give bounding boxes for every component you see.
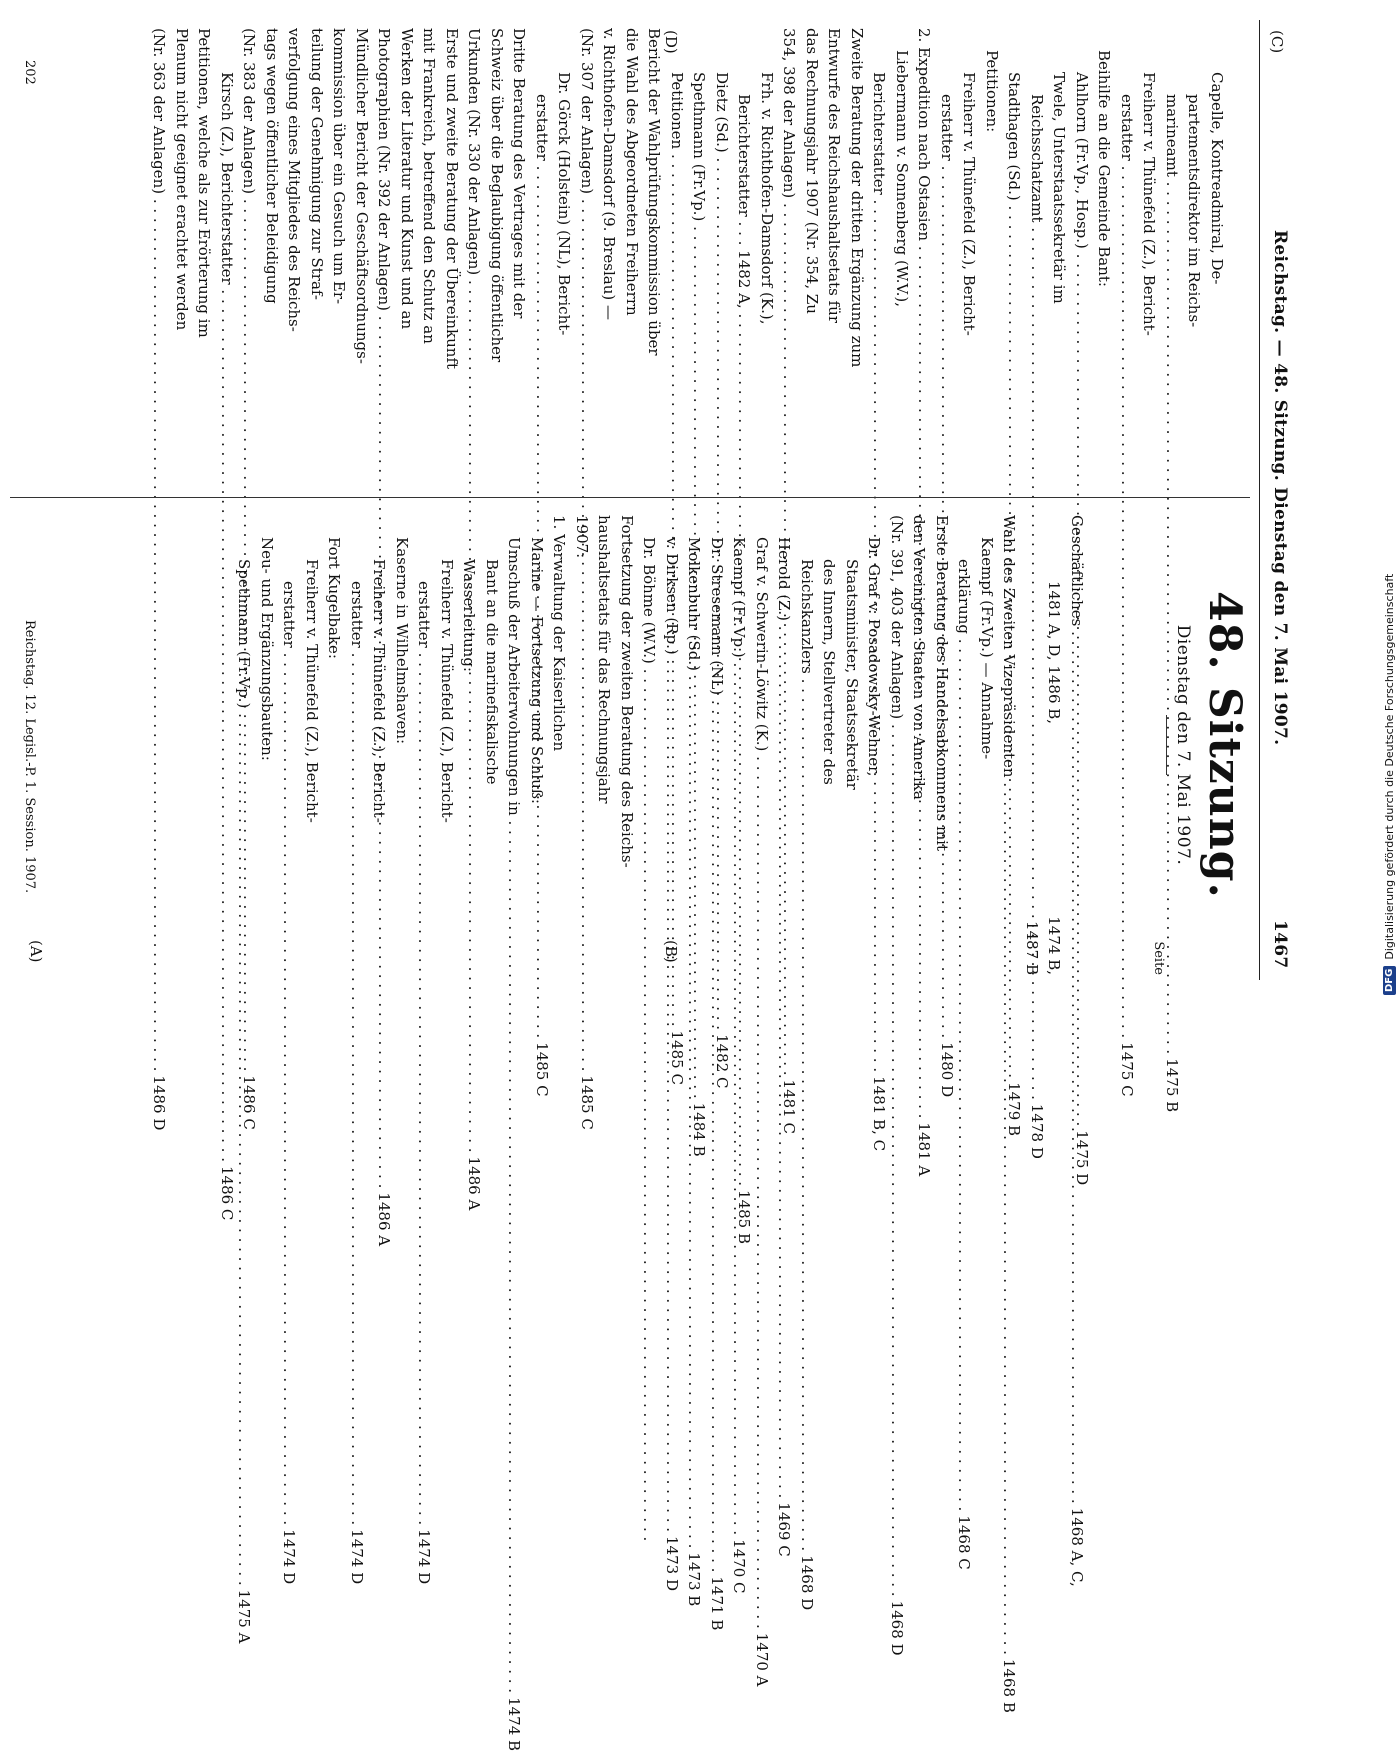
toc-entry-page: 1475 D bbox=[1073, 1130, 1091, 1186]
toc-entry bbox=[1021, 515, 1044, 975]
toc-entry bbox=[891, 28, 914, 480]
toc-entry-text: 1907: bbox=[573, 515, 591, 559]
margin-mark-a: (A) bbox=[27, 940, 45, 963]
toc-entry-text: Freiherr v. Thünefeld (Z.), Bericht- bbox=[960, 72, 979, 336]
toc-entry bbox=[503, 515, 526, 1751]
footer-legis: Reichstag. 12. Legisl.-P. 1. Session. 1907. bbox=[22, 620, 37, 894]
toc-entry-text: haushaltsetats für das Rechnungsjahr bbox=[595, 515, 614, 804]
toc-entry-text: Beihilfe an die Gemeinde Bant: bbox=[1095, 50, 1114, 287]
toc-entry bbox=[301, 515, 324, 975]
toc-entry bbox=[351, 28, 374, 480]
toc-entry bbox=[1183, 28, 1206, 480]
toc-entry-text: 1. Verwaltung der Kaiserlichen bbox=[550, 515, 569, 752]
toc-entry bbox=[346, 515, 369, 1585]
toc-entry bbox=[643, 28, 666, 480]
toc-entry-text: erstatter . . . bbox=[936, 94, 959, 1038]
toc-entry-text: Erste und zweite Beratung der Übereinkunft bbox=[443, 28, 461, 370]
toc-entry bbox=[328, 28, 351, 480]
toc-entry-text: teilung der Genehmigung zur Straf- bbox=[308, 28, 326, 300]
toc-entry-page: 1469 C bbox=[775, 1502, 794, 1557]
toc-entry-text: Kaempf (Fr.Vp.) . . . bbox=[728, 537, 751, 1535]
toc-entry bbox=[886, 515, 909, 1656]
toc-entry bbox=[981, 28, 1004, 480]
toc-entry bbox=[908, 515, 931, 975]
toc-entry bbox=[801, 28, 824, 480]
toc-entry-text: Dr. Böhme (W.V.) . . . bbox=[638, 537, 661, 1541]
toc-entry-text: Dritte Beratung des Vertrages mit der bbox=[510, 28, 529, 319]
toc-entry-text: (Nr. 307 der Anlagen) . . . bbox=[576, 28, 599, 1071]
toc-entry bbox=[756, 28, 779, 480]
toc-entry bbox=[368, 515, 391, 975]
toc-entry-text: Spethmann (Fr.Vp.) . . . bbox=[688, 72, 711, 1099]
toc-entry-page: 1474 D bbox=[415, 1529, 434, 1585]
toc-entry bbox=[283, 28, 306, 480]
toc-entry-page: 1486 A bbox=[465, 1156, 484, 1211]
toc-entry bbox=[958, 28, 981, 480]
toc-entry-text: kommission über ein Gesuch um Er- bbox=[330, 28, 349, 305]
session-title: 48. Sitzung. bbox=[1199, 591, 1250, 899]
toc-entry-text: Bericht der Wahlprüfungskommission über bbox=[645, 28, 664, 356]
toc-entry bbox=[638, 515, 661, 975]
toc-entry-text: partementsdirektor im Reichs- bbox=[1185, 94, 1204, 328]
toc-entry-text: tags wegen öffentlicher Beleidigung bbox=[263, 28, 281, 304]
toc-entry-text: erstatter . . . bbox=[531, 94, 554, 1038]
credit-text: Digitalisierung gefördert durch die Deutsche Forschungsgemeinschaft bbox=[1382, 573, 1396, 960]
toc-entry bbox=[391, 515, 414, 975]
toc-entry bbox=[486, 28, 509, 480]
toc-entry-page: 1478 D bbox=[1028, 1103, 1046, 1159]
toc-entry-page: 1484 B bbox=[690, 1102, 709, 1157]
toc-entry bbox=[526, 515, 549, 975]
toc-entry bbox=[216, 28, 239, 1221]
toc-entry bbox=[458, 515, 481, 975]
toc-entry-text: marineamt . . . bbox=[1161, 94, 1184, 1054]
toc-entry-page: 1473 D bbox=[663, 1536, 681, 1591]
toc-entry bbox=[593, 515, 616, 975]
toc-entry-text: (Nr. 383 der Anlagen) . . . bbox=[238, 28, 261, 1071]
page-number: 1467 bbox=[1270, 920, 1290, 969]
toc-entry-text: erstatter . . . bbox=[1116, 94, 1139, 1038]
toc-entry bbox=[823, 28, 846, 480]
toc-entry-text: Dietz (Sd.) . . . bbox=[711, 72, 734, 1030]
toc-entry-text: Capelle, Kontreadmiral, De- bbox=[1208, 72, 1226, 285]
toc-entry-text: Umschuß der Arbeiterwohnungen in . . . bbox=[503, 537, 526, 1693]
toc-entry-text: Plenum nicht geeignet erachtet werden bbox=[173, 28, 191, 331]
toc-entry-text: Bant an die marinefiskalische bbox=[483, 559, 501, 785]
toc-entry-page: 1474 D bbox=[348, 1529, 366, 1585]
toc-entry-page: 1482 C bbox=[713, 1034, 731, 1089]
toc-entry-page: 1475 A bbox=[235, 1589, 254, 1644]
toc-entry-page: 1485 C bbox=[533, 1042, 551, 1097]
seite-label: Seite bbox=[1151, 941, 1166, 975]
toc-entry-text: Marine — Fortsetzung und Schluß: bbox=[528, 537, 546, 804]
toc-entry bbox=[931, 515, 954, 975]
toc-entry bbox=[548, 515, 571, 975]
toc-entry bbox=[1093, 28, 1116, 480]
toc-entry-text: Berichterstatter . . . bbox=[868, 72, 891, 1072]
toc-entry bbox=[796, 515, 819, 1611]
toc-entry-text: Neu- und Ergänzungsbauten: bbox=[258, 537, 276, 761]
toc-entry-text: erstatter . . . bbox=[346, 581, 369, 1525]
toc-entry-page: 1486 C bbox=[218, 1165, 236, 1221]
toc-entry bbox=[441, 28, 464, 480]
toc-entry-text: verfolgung eines Mitgliedes des Reichs- bbox=[285, 28, 304, 332]
toc-entry-text: Dr. Görck (Holstein) (NL), Bericht- bbox=[555, 72, 574, 336]
toc-entry-text: Stadthagen (Sd.) . . . bbox=[1003, 72, 1026, 1078]
toc-entry-text: Freiherr v. Thünefeld (Z.), Bericht- bbox=[438, 559, 456, 823]
toc-entry bbox=[841, 515, 864, 975]
toc-entry bbox=[571, 515, 594, 975]
toc-entry-page: 1468 B bbox=[1000, 1658, 1019, 1713]
toc-entry-page: 1468 A, C, bbox=[1068, 1507, 1086, 1587]
toc-entry bbox=[818, 515, 841, 975]
toc-entry-page: 1485 C bbox=[578, 1075, 596, 1130]
dfg-logo: DFG bbox=[1383, 966, 1396, 995]
toc-entry-text: Schweiz über die Beglaubigung öffentlicher bbox=[488, 28, 506, 363]
toc-entry bbox=[846, 28, 869, 480]
toc-entry-text: Kaempf (Fr.Vp.) — Annahme- bbox=[978, 537, 996, 760]
toc-entry-text: Reichskanzlers . . . bbox=[796, 559, 819, 1551]
toc-entry-text: Liebermann v. Sonnenberg (W.V.), bbox=[893, 50, 911, 307]
session-heading bbox=[1151, 515, 1250, 975]
toc-entry bbox=[323, 515, 346, 975]
column-divider bbox=[10, 497, 1250, 498]
toc-entry-text: (Nr. 363 der Anlagen) . . . bbox=[148, 28, 171, 1071]
toc-entry bbox=[751, 515, 774, 1687]
toc-entry-text: 1481 A, D, 1486 B, bbox=[1045, 581, 1064, 725]
toc-entry bbox=[436, 515, 459, 975]
toc-entry-text: Berichterstatter . . . 1482 A, . . . bbox=[733, 94, 756, 1186]
toc-entry-page: 1473 B bbox=[685, 1552, 704, 1607]
toc-entry-page: 1468 D bbox=[888, 1600, 906, 1656]
toc-entry-page: 1481 A bbox=[915, 1122, 934, 1177]
toc-entry-text: Freiherr v. Thünefeld (Z.), Bericht- bbox=[370, 559, 389, 823]
toc-entry-text: des Innern, Stellvertreter des bbox=[820, 559, 839, 785]
toc-entry-text: Twele, Unterstaatssekretär im bbox=[1050, 72, 1069, 304]
toc-entry-text: mit Frankreich, betreffend den Schutz an bbox=[420, 28, 439, 344]
toc-entry-text: Wasserleitung: bbox=[460, 559, 479, 672]
margin-mark-b: (B) bbox=[662, 940, 680, 963]
toc-entry bbox=[616, 515, 639, 975]
digitization-credit bbox=[1352, 573, 1396, 995]
toc-entry-page: 1480 D bbox=[938, 1042, 956, 1098]
toc-entry-text: Kirsch (Z.), Berichterstatter . . . bbox=[216, 72, 239, 1162]
toc-entry-text: Photographien (Nr. 392 der Anlagen) . . . bbox=[373, 28, 396, 1188]
toc-entry bbox=[278, 515, 301, 1585]
toc-entry-page: 1485 C bbox=[668, 1030, 686, 1085]
toc-entry-text: Petitionen: bbox=[983, 50, 1001, 133]
toc-entry-text: Dr. Stresemann (NL) . . . bbox=[706, 537, 729, 1572]
toc-entry-text: Geschäftliches . . . bbox=[1066, 515, 1089, 1504]
toc-entry-text: Staatsminister, Staatssekretär bbox=[843, 559, 861, 790]
toc-entry-text: Reichsschatzamt . . . bbox=[1026, 94, 1049, 1100]
toc-entry-text: erstatter . . . bbox=[413, 581, 436, 1525]
toc-entry bbox=[481, 515, 504, 975]
margin-mark-c: (C) bbox=[1268, 30, 1286, 54]
toc-entry bbox=[413, 515, 436, 1585]
toc-entry-text: Spethmann (Fr.Vp.) . . . bbox=[233, 559, 256, 1586]
toc-entry-page: 1470 C bbox=[730, 1539, 749, 1594]
toc-entry-text: Freiherr v. Thünefeld (Z.), Bericht- bbox=[1140, 72, 1159, 336]
toc-entry-page: 1468 C bbox=[955, 1515, 974, 1570]
toc-entry-page: 1481 B, C bbox=[870, 1076, 889, 1152]
toc-entry bbox=[306, 28, 329, 480]
toc-entry bbox=[171, 28, 194, 480]
toc-entry-text: Frh. v. Richthofen-Damsdorf (K.), bbox=[758, 72, 776, 325]
toc-entry bbox=[1116, 28, 1139, 1097]
toc-entry-text: v. Dirksen (Rp.) . . . bbox=[661, 537, 684, 1532]
toc-entry bbox=[1048, 28, 1071, 480]
toc-entry bbox=[1206, 28, 1229, 480]
toc-entry-text: Petitionen . . . bbox=[666, 72, 689, 1027]
toc-entry-text: Fort Kugelbake: bbox=[325, 537, 344, 659]
toc-entry-text: Ahlhorn (Fr.Vp., Hosp.) . . . bbox=[1071, 72, 1094, 1126]
toc-entry-text: die Wahl des Abgeordneten Freiherrn bbox=[623, 28, 641, 316]
toc-entry-page: 1475 C bbox=[1118, 1042, 1136, 1097]
toc-entry bbox=[256, 515, 279, 975]
toc-entry-page: 1474 B, bbox=[1045, 916, 1064, 975]
toc-entry-page: 1470 A bbox=[753, 1632, 771, 1687]
title-rule bbox=[1166, 715, 1167, 775]
toc-entry-text: Erste Beratung des Handelsabkommens mit bbox=[933, 515, 951, 851]
toc-entry-page: 1468 D bbox=[798, 1555, 816, 1611]
header-rule bbox=[1259, 20, 1260, 980]
toc-entry-page: 1481 C bbox=[780, 1079, 799, 1134]
toc-entry bbox=[1138, 28, 1161, 480]
toc-entry bbox=[863, 515, 886, 975]
toc-entry bbox=[553, 28, 576, 480]
toc-entry bbox=[396, 28, 419, 480]
margin-mark-d: (D) bbox=[662, 30, 680, 54]
toc-entry bbox=[508, 28, 531, 480]
toc-entry-text: erklärung . . . bbox=[953, 559, 976, 1511]
session-date: Dienstag den 7. Mai 1907. bbox=[1173, 624, 1193, 866]
toc-entry-page: 1486 D bbox=[150, 1075, 169, 1131]
toc-entry-text: Petitionen, welche als zur Erörterung im bbox=[195, 28, 214, 338]
toc-entry-page: 1475 B bbox=[1163, 1058, 1181, 1113]
toc-entry-text: Entwurfe des Reichshaushaltsetats für bbox=[825, 28, 844, 323]
toc-entry-text: 354, 398 der Anlagen) . . . bbox=[778, 28, 801, 1076]
toc-entry bbox=[418, 28, 441, 480]
toc-entry-page: 1474 B bbox=[505, 1697, 524, 1751]
toc-entry-text: Dr. Graf v. Posadowsky-Wehner, bbox=[865, 537, 884, 777]
toc-entry-page: 1474 D bbox=[280, 1529, 299, 1585]
toc-entry bbox=[953, 515, 976, 1570]
toc-entry-page: 1486 C bbox=[240, 1075, 259, 1130]
toc-entry bbox=[261, 28, 284, 480]
toc-entry bbox=[976, 515, 999, 975]
running-title: Reichstag. — 48. Sitzung. Dienstag den 7. Mai 1907. bbox=[1270, 230, 1290, 746]
toc-entry-page: 1486 A bbox=[375, 1192, 394, 1247]
toc-entry bbox=[148, 28, 171, 1131]
toc-entry-text: den Vereinigten Staaten von Amerika bbox=[910, 515, 929, 800]
toc-entry-text: Wahl des Zweiten Vizepräsidenten . . . bbox=[998, 515, 1021, 1655]
toc-entry-page: 1471 B bbox=[708, 1576, 726, 1631]
toc-entry-text: Urkunden (Nr. 330 der Anlagen) . . . bbox=[463, 28, 486, 1153]
toc-entry-text: (Nr. 391, 403 der Anlagen) . . . bbox=[886, 515, 909, 1597]
toc-entry bbox=[193, 28, 216, 480]
toc-entry-text: 2. Expedition nach Ostasien . . . bbox=[913, 28, 936, 1118]
toc-entry-text: erstatter . . . bbox=[278, 581, 301, 1525]
toc-entry-text: Molkenbuhr (Sd.) . . . bbox=[683, 537, 706, 1548]
toc-entry-text: Zweite Beratung der dritten Ergänzung zum bbox=[848, 28, 866, 368]
toc-entry-text: Herold (Z.) . . . bbox=[773, 537, 796, 1498]
toc-entry-text: das Rechnungsjahr 1907 (Nr. 354, Zu bbox=[803, 28, 821, 314]
toc-entry-text: Freiherr v. Thünefeld (Z.), Bericht- bbox=[303, 559, 321, 823]
toc-entry-text: Graf v. Schwerin-Löwitz (K.) . . . bbox=[751, 537, 774, 1629]
toc-entry-page: 1485 B bbox=[735, 1190, 754, 1244]
toc-entry-page: 1487 B bbox=[1023, 921, 1041, 975]
toc-entry-text: Fortsetzung der zweiten Beratung des Reichs- bbox=[618, 515, 636, 868]
toc-entry bbox=[598, 28, 621, 480]
toc-entry-text: v. Richthofen-Damsdorf (9. Breslau) — bbox=[600, 28, 619, 320]
toc-entry-page: 1479 B bbox=[1005, 1082, 1024, 1137]
toc-entry-text: Kaserne in Wilhelmshaven: bbox=[393, 537, 411, 745]
toc-entry bbox=[1043, 515, 1066, 975]
toc-entry-text: Mündlicher Bericht der Geschäftsordnungs- bbox=[353, 28, 371, 364]
footer-number: 202 bbox=[22, 60, 37, 85]
toc-entry bbox=[621, 28, 644, 480]
toc-entry-text: Werken der Literatur und Kunst und an bbox=[398, 28, 416, 330]
